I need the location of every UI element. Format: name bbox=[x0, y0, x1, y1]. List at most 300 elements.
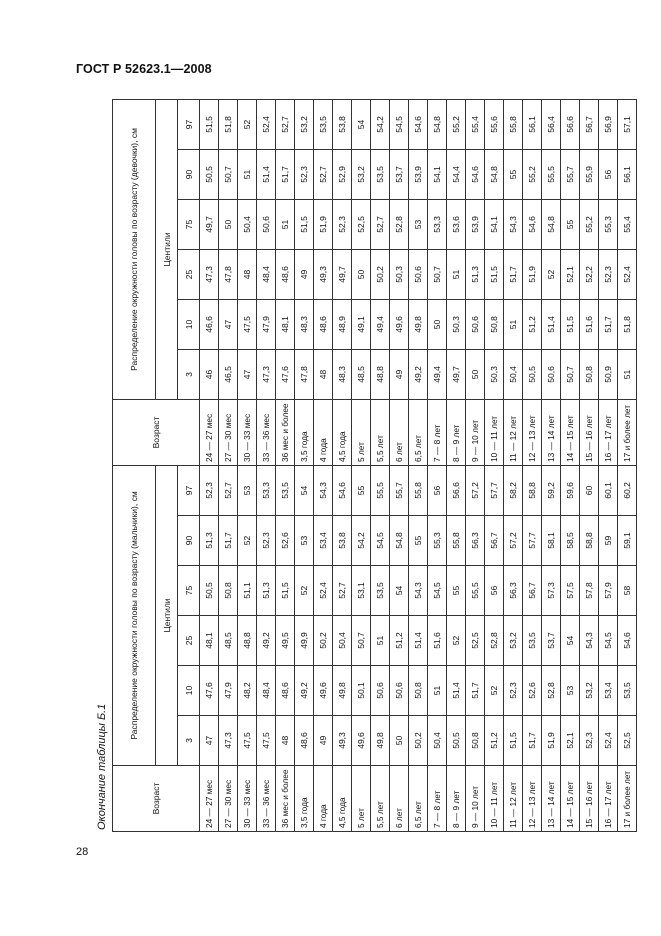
value-cell: 53,3 bbox=[257, 465, 276, 515]
value-cell: 51,7 bbox=[466, 666, 485, 716]
age-cell: 13 — 14 лет bbox=[542, 766, 561, 832]
value-cell: 49,1 bbox=[352, 299, 371, 349]
age-cell: 17 и более лет bbox=[618, 399, 637, 465]
tables-container bbox=[112, 100, 632, 832]
value-cell: 54,3 bbox=[409, 566, 428, 616]
age-column-header: Возраст bbox=[113, 399, 200, 465]
value-cell: 52 bbox=[485, 666, 504, 716]
table-row bbox=[333, 99, 352, 465]
value-cell: 54,6 bbox=[466, 149, 485, 199]
table-row bbox=[466, 99, 485, 465]
table-row bbox=[352, 465, 371, 831]
value-cell: 48,6 bbox=[295, 716, 314, 766]
age-cell: 12 — 13 лет bbox=[523, 766, 542, 832]
value-cell: 52,9 bbox=[333, 149, 352, 199]
age-cell: 11 — 12 лет bbox=[504, 399, 523, 465]
value-cell: 55 bbox=[504, 149, 523, 199]
value-cell: 51,3 bbox=[466, 249, 485, 299]
centile-column-header: 25 bbox=[178, 249, 200, 299]
value-cell: 50,4 bbox=[333, 616, 352, 666]
value-cell: 57,5 bbox=[561, 566, 580, 616]
age-cell: 4 года bbox=[314, 399, 333, 465]
value-cell: 47,9 bbox=[219, 666, 238, 716]
value-cell: 55,7 bbox=[561, 149, 580, 199]
value-cell: 51,5 bbox=[295, 199, 314, 249]
value-cell: 54,8 bbox=[542, 199, 561, 249]
value-cell: 54,3 bbox=[580, 616, 599, 666]
page-number: 28 bbox=[76, 846, 89, 858]
girls-head-circumference-table bbox=[112, 99, 637, 466]
value-cell: 49,6 bbox=[314, 666, 333, 716]
table-row bbox=[257, 99, 276, 465]
table-row bbox=[504, 99, 523, 465]
value-cell: 57,8 bbox=[580, 566, 599, 616]
value-cell: 58,1 bbox=[542, 516, 561, 566]
age-cell: 4,5 года bbox=[333, 399, 352, 465]
value-cell: 55 bbox=[409, 516, 428, 566]
value-cell: 49,8 bbox=[371, 716, 390, 766]
value-cell: 51 bbox=[618, 349, 637, 399]
value-cell: 58,5 bbox=[561, 516, 580, 566]
value-cell: 55,8 bbox=[447, 516, 466, 566]
value-cell: 50 bbox=[352, 249, 371, 299]
value-cell: 47,3 bbox=[219, 716, 238, 766]
age-cell: 17 и более лет bbox=[618, 766, 637, 832]
table-caption: Окончание таблицы Б.1 bbox=[96, 703, 108, 830]
value-cell: 46 bbox=[200, 349, 219, 399]
table-row bbox=[276, 99, 295, 465]
value-cell: 49,4 bbox=[428, 349, 447, 399]
value-cell: 52,7 bbox=[219, 465, 238, 515]
value-cell: 55,7 bbox=[390, 465, 409, 515]
value-cell: 54,2 bbox=[371, 99, 390, 149]
centile-column-header: 97 bbox=[178, 465, 200, 515]
age-cell: 15 — 16 лет bbox=[580, 399, 599, 465]
value-cell: 50,4 bbox=[238, 199, 257, 249]
age-cell: 8 — 9 лет bbox=[447, 399, 466, 465]
value-cell: 51,5 bbox=[276, 566, 295, 616]
table-row bbox=[580, 465, 599, 831]
value-cell: 48,2 bbox=[238, 666, 257, 716]
value-cell: 48 bbox=[238, 249, 257, 299]
value-cell: 52,8 bbox=[542, 666, 561, 716]
age-cell: 30 — 33 мес bbox=[238, 766, 257, 832]
value-cell: 56,7 bbox=[485, 516, 504, 566]
value-cell: 52,7 bbox=[333, 566, 352, 616]
value-cell: 54,5 bbox=[599, 616, 618, 666]
value-cell: 55,3 bbox=[428, 516, 447, 566]
value-cell: 49,2 bbox=[257, 616, 276, 666]
table-row bbox=[428, 99, 447, 465]
value-cell: 51,7 bbox=[276, 149, 295, 199]
value-cell: 53,2 bbox=[295, 99, 314, 149]
value-cell: 59 bbox=[599, 516, 618, 566]
value-cell: 54,5 bbox=[428, 566, 447, 616]
value-cell: 53,4 bbox=[314, 516, 333, 566]
value-cell: 50 bbox=[390, 716, 409, 766]
table-row bbox=[542, 465, 561, 831]
value-cell: 52,3 bbox=[333, 199, 352, 249]
value-cell: 51,7 bbox=[219, 516, 238, 566]
value-cell: 55 bbox=[447, 566, 466, 616]
value-cell: 57,7 bbox=[523, 516, 542, 566]
age-cell: 27 — 30 мес bbox=[219, 766, 238, 832]
value-cell: 53,8 bbox=[333, 99, 352, 149]
value-cell: 54,5 bbox=[371, 516, 390, 566]
value-cell: 47 bbox=[219, 299, 238, 349]
age-cell: 6,5 лет bbox=[409, 399, 428, 465]
age-cell: 33 — 36 мес bbox=[257, 399, 276, 465]
value-cell: 51,5 bbox=[504, 716, 523, 766]
value-cell: 52,2 bbox=[580, 249, 599, 299]
value-cell: 56 bbox=[599, 149, 618, 199]
value-cell: 50,8 bbox=[409, 666, 428, 716]
centiles-header: Центили bbox=[156, 465, 178, 765]
value-cell: 49,6 bbox=[390, 299, 409, 349]
value-cell: 52,1 bbox=[561, 716, 580, 766]
value-cell: 51 bbox=[504, 299, 523, 349]
table-row bbox=[219, 465, 238, 831]
value-cell: 49,7 bbox=[447, 349, 466, 399]
value-cell: 48,5 bbox=[219, 616, 238, 666]
value-cell: 52,5 bbox=[618, 716, 637, 766]
value-cell: 50,8 bbox=[485, 299, 504, 349]
value-cell: 52,1 bbox=[561, 249, 580, 299]
value-cell: 48,4 bbox=[257, 666, 276, 716]
table-row bbox=[371, 465, 390, 831]
value-cell: 53,7 bbox=[390, 149, 409, 199]
value-cell: 49,5 bbox=[276, 616, 295, 666]
age-cell: 4,5 года bbox=[333, 766, 352, 832]
value-cell: 53 bbox=[409, 199, 428, 249]
value-cell: 51,6 bbox=[580, 299, 599, 349]
value-cell: 51,3 bbox=[257, 566, 276, 616]
value-cell: 49,3 bbox=[314, 249, 333, 299]
value-cell: 48,6 bbox=[314, 299, 333, 349]
age-cell: 33 — 36 мес bbox=[257, 766, 276, 832]
value-cell: 47 bbox=[200, 716, 219, 766]
value-cell: 50,5 bbox=[200, 566, 219, 616]
value-cell: 50,6 bbox=[466, 299, 485, 349]
centile-column-header: 3 bbox=[178, 349, 200, 399]
table-row bbox=[219, 99, 238, 465]
value-cell: 52,7 bbox=[371, 199, 390, 249]
table-row bbox=[352, 99, 371, 465]
value-cell: 51 bbox=[238, 149, 257, 199]
value-cell: 52,3 bbox=[580, 716, 599, 766]
value-cell: 54,1 bbox=[428, 149, 447, 199]
value-cell: 50,9 bbox=[599, 349, 618, 399]
table-row bbox=[447, 465, 466, 831]
value-cell: 50,3 bbox=[447, 299, 466, 349]
boys-head-circumference-table bbox=[112, 465, 637, 832]
age-column-header: Возраст bbox=[113, 766, 200, 832]
value-cell: 59,6 bbox=[561, 465, 580, 515]
value-cell: 53,1 bbox=[352, 566, 371, 616]
value-cell: 50,2 bbox=[409, 716, 428, 766]
centile-column-header: 10 bbox=[178, 299, 200, 349]
value-cell: 47,3 bbox=[200, 249, 219, 299]
value-cell: 56,7 bbox=[580, 99, 599, 149]
table-row bbox=[314, 99, 333, 465]
value-cell: 53,2 bbox=[352, 149, 371, 199]
age-cell: 9 — 10 лет bbox=[466, 766, 485, 832]
value-cell: 54,1 bbox=[485, 199, 504, 249]
value-cell: 55,2 bbox=[580, 199, 599, 249]
value-cell: 52,3 bbox=[200, 465, 219, 515]
value-cell: 50,2 bbox=[371, 249, 390, 299]
value-cell: 52,5 bbox=[352, 199, 371, 249]
value-cell: 47,6 bbox=[276, 349, 295, 399]
centile-column-header: 75 bbox=[178, 199, 200, 249]
table-row bbox=[276, 465, 295, 831]
table-row bbox=[200, 99, 219, 465]
age-cell: 30 — 33 мес bbox=[238, 399, 257, 465]
value-cell: 49,4 bbox=[371, 299, 390, 349]
value-cell: 58 bbox=[618, 566, 637, 616]
value-cell: 56,1 bbox=[523, 99, 542, 149]
value-cell: 51 bbox=[447, 249, 466, 299]
table-row bbox=[504, 465, 523, 831]
value-cell: 50,7 bbox=[352, 616, 371, 666]
value-cell: 48,3 bbox=[333, 349, 352, 399]
age-cell: 13 — 14 лет bbox=[542, 399, 561, 465]
value-cell: 54,6 bbox=[523, 199, 542, 249]
age-cell: 24 — 27 мес bbox=[200, 766, 219, 832]
value-cell: 50,7 bbox=[219, 149, 238, 199]
value-cell: 52,8 bbox=[485, 616, 504, 666]
table-row bbox=[523, 99, 542, 465]
value-cell: 49,9 bbox=[295, 616, 314, 666]
value-cell: 49,7 bbox=[200, 199, 219, 249]
table-row bbox=[295, 465, 314, 831]
value-cell: 46,6 bbox=[200, 299, 219, 349]
value-cell: 52 bbox=[238, 99, 257, 149]
value-cell: 56,3 bbox=[504, 566, 523, 616]
value-cell: 57,9 bbox=[599, 566, 618, 616]
value-cell: 51 bbox=[428, 666, 447, 716]
value-cell: 50,6 bbox=[542, 349, 561, 399]
value-cell: 50,5 bbox=[200, 149, 219, 199]
value-cell: 48,3 bbox=[295, 299, 314, 349]
table-row bbox=[333, 465, 352, 831]
value-cell: 58,2 bbox=[504, 465, 523, 515]
value-cell: 51,2 bbox=[390, 616, 409, 666]
value-cell: 53 bbox=[295, 516, 314, 566]
value-cell: 48 bbox=[314, 349, 333, 399]
table-row bbox=[599, 99, 618, 465]
value-cell: 51,4 bbox=[542, 299, 561, 349]
value-cell: 52,4 bbox=[257, 99, 276, 149]
value-cell: 56,6 bbox=[447, 465, 466, 515]
age-cell: 11 — 12 лет bbox=[504, 766, 523, 832]
centile-column-header: 97 bbox=[178, 99, 200, 149]
table-row bbox=[238, 465, 257, 831]
value-cell: 50 bbox=[428, 299, 447, 349]
value-cell: 50,8 bbox=[219, 566, 238, 616]
value-cell: 49,3 bbox=[333, 716, 352, 766]
value-cell: 56,4 bbox=[542, 99, 561, 149]
value-cell: 52,4 bbox=[618, 249, 637, 299]
value-cell: 52 bbox=[295, 566, 314, 616]
value-cell: 48,6 bbox=[276, 666, 295, 716]
value-cell: 52,4 bbox=[599, 716, 618, 766]
value-cell: 50,4 bbox=[428, 716, 447, 766]
value-cell: 60,1 bbox=[599, 465, 618, 515]
value-cell: 48,5 bbox=[352, 349, 371, 399]
table-row bbox=[390, 465, 409, 831]
value-cell: 50,7 bbox=[561, 349, 580, 399]
table-row bbox=[523, 465, 542, 831]
value-cell: 53,2 bbox=[504, 616, 523, 666]
centiles-header: Центили bbox=[156, 99, 178, 399]
value-cell: 51,9 bbox=[542, 716, 561, 766]
value-cell: 54,6 bbox=[333, 465, 352, 515]
age-cell: 6 лет bbox=[390, 766, 409, 832]
value-cell: 56,6 bbox=[561, 99, 580, 149]
value-cell: 50 bbox=[466, 349, 485, 399]
value-cell: 47,5 bbox=[238, 299, 257, 349]
value-cell: 50,8 bbox=[466, 716, 485, 766]
value-cell: 55,3 bbox=[599, 199, 618, 249]
age-cell: 14 — 15 лет bbox=[561, 399, 580, 465]
value-cell: 54 bbox=[352, 99, 371, 149]
value-cell: 53,5 bbox=[371, 149, 390, 199]
value-cell: 53,8 bbox=[333, 516, 352, 566]
value-cell: 50,8 bbox=[580, 349, 599, 399]
value-cell: 49,2 bbox=[409, 349, 428, 399]
value-cell: 48 bbox=[276, 716, 295, 766]
value-cell: 53,6 bbox=[447, 199, 466, 249]
value-cell: 50,5 bbox=[523, 349, 542, 399]
value-cell: 53,9 bbox=[466, 199, 485, 249]
value-cell: 56,3 bbox=[466, 516, 485, 566]
value-cell: 55,6 bbox=[485, 99, 504, 149]
value-cell: 53 bbox=[238, 465, 257, 515]
value-cell: 52,3 bbox=[504, 666, 523, 716]
value-cell: 51,7 bbox=[504, 249, 523, 299]
value-cell: 48,6 bbox=[276, 249, 295, 299]
value-cell: 50,7 bbox=[428, 249, 447, 299]
value-cell: 49 bbox=[314, 716, 333, 766]
age-cell: 10 — 11 лет bbox=[485, 399, 504, 465]
age-cell: 5,5 лет bbox=[371, 766, 390, 832]
value-cell: 51,1 bbox=[238, 566, 257, 616]
value-cell: 50,3 bbox=[485, 349, 504, 399]
age-cell: 6 лет bbox=[390, 399, 409, 465]
value-cell: 53,7 bbox=[542, 616, 561, 666]
age-cell: 24 — 27 мес bbox=[200, 399, 219, 465]
value-cell: 47,8 bbox=[295, 349, 314, 399]
value-cell: 52,4 bbox=[314, 566, 333, 616]
value-cell: 49,8 bbox=[409, 299, 428, 349]
value-cell: 52,6 bbox=[276, 516, 295, 566]
value-cell: 47,6 bbox=[200, 666, 219, 716]
value-cell: 49,7 bbox=[333, 249, 352, 299]
value-cell: 52,7 bbox=[276, 99, 295, 149]
centile-column-header: 90 bbox=[178, 516, 200, 566]
table-row bbox=[428, 465, 447, 831]
value-cell: 55,5 bbox=[466, 566, 485, 616]
value-cell: 51,7 bbox=[599, 299, 618, 349]
value-cell: 52,3 bbox=[257, 516, 276, 566]
value-cell: 51,2 bbox=[523, 299, 542, 349]
value-cell: 55,4 bbox=[466, 99, 485, 149]
value-cell: 49,6 bbox=[352, 716, 371, 766]
value-cell: 54,8 bbox=[390, 516, 409, 566]
age-cell: 5 лет bbox=[352, 399, 371, 465]
value-cell: 56 bbox=[428, 465, 447, 515]
value-cell: 52,7 bbox=[314, 149, 333, 199]
centile-column-header: 75 bbox=[178, 566, 200, 616]
value-cell: 54,8 bbox=[428, 99, 447, 149]
value-cell: 56,7 bbox=[523, 566, 542, 616]
value-cell: 60 bbox=[580, 465, 599, 515]
value-cell: 48,8 bbox=[371, 349, 390, 399]
value-cell: 50,4 bbox=[504, 349, 523, 399]
value-cell: 53,3 bbox=[428, 199, 447, 249]
value-cell: 52,6 bbox=[523, 666, 542, 716]
value-cell: 51 bbox=[276, 199, 295, 249]
value-cell: 57,2 bbox=[466, 465, 485, 515]
value-cell: 55 bbox=[561, 199, 580, 249]
value-cell: 50,2 bbox=[314, 616, 333, 666]
value-cell: 50,6 bbox=[371, 666, 390, 716]
value-cell: 55,2 bbox=[523, 149, 542, 199]
value-cell: 51,2 bbox=[485, 716, 504, 766]
value-cell: 47,8 bbox=[219, 249, 238, 299]
table-row bbox=[257, 465, 276, 831]
value-cell: 51,4 bbox=[447, 666, 466, 716]
value-cell: 55,4 bbox=[618, 199, 637, 249]
value-cell: 52,3 bbox=[295, 149, 314, 199]
value-cell: 47,3 bbox=[257, 349, 276, 399]
table-row bbox=[485, 99, 504, 465]
value-cell: 51 bbox=[371, 616, 390, 666]
table-row bbox=[599, 465, 618, 831]
value-cell: 53,5 bbox=[314, 99, 333, 149]
value-cell: 54,3 bbox=[314, 465, 333, 515]
table-row bbox=[618, 465, 637, 831]
value-cell: 53,5 bbox=[618, 666, 637, 716]
value-cell: 56,9 bbox=[599, 99, 618, 149]
table-row bbox=[561, 99, 580, 465]
value-cell: 54,4 bbox=[447, 149, 466, 199]
value-cell: 54,8 bbox=[485, 149, 504, 199]
value-cell: 54 bbox=[295, 465, 314, 515]
table-row bbox=[371, 99, 390, 465]
value-cell: 53,5 bbox=[371, 566, 390, 616]
value-cell: 51,4 bbox=[257, 149, 276, 199]
document-title: ГОСТ Р 52623.1—2008 bbox=[76, 62, 212, 76]
value-cell: 60,2 bbox=[618, 465, 637, 515]
table-row bbox=[409, 99, 428, 465]
value-cell: 51,5 bbox=[561, 299, 580, 349]
value-cell: 51,9 bbox=[523, 249, 542, 299]
value-cell: 56,1 bbox=[618, 149, 637, 199]
value-cell: 51,8 bbox=[618, 299, 637, 349]
value-cell: 55,8 bbox=[409, 465, 428, 515]
value-cell: 48,8 bbox=[238, 616, 257, 666]
value-cell: 51,5 bbox=[200, 99, 219, 149]
value-cell: 59,1 bbox=[618, 516, 637, 566]
centile-column-header: 10 bbox=[178, 666, 200, 716]
table-row bbox=[542, 99, 561, 465]
value-cell: 48,1 bbox=[200, 616, 219, 666]
table-row bbox=[200, 465, 219, 831]
table-row bbox=[238, 99, 257, 465]
age-cell: 7 — 8 лет bbox=[428, 399, 447, 465]
